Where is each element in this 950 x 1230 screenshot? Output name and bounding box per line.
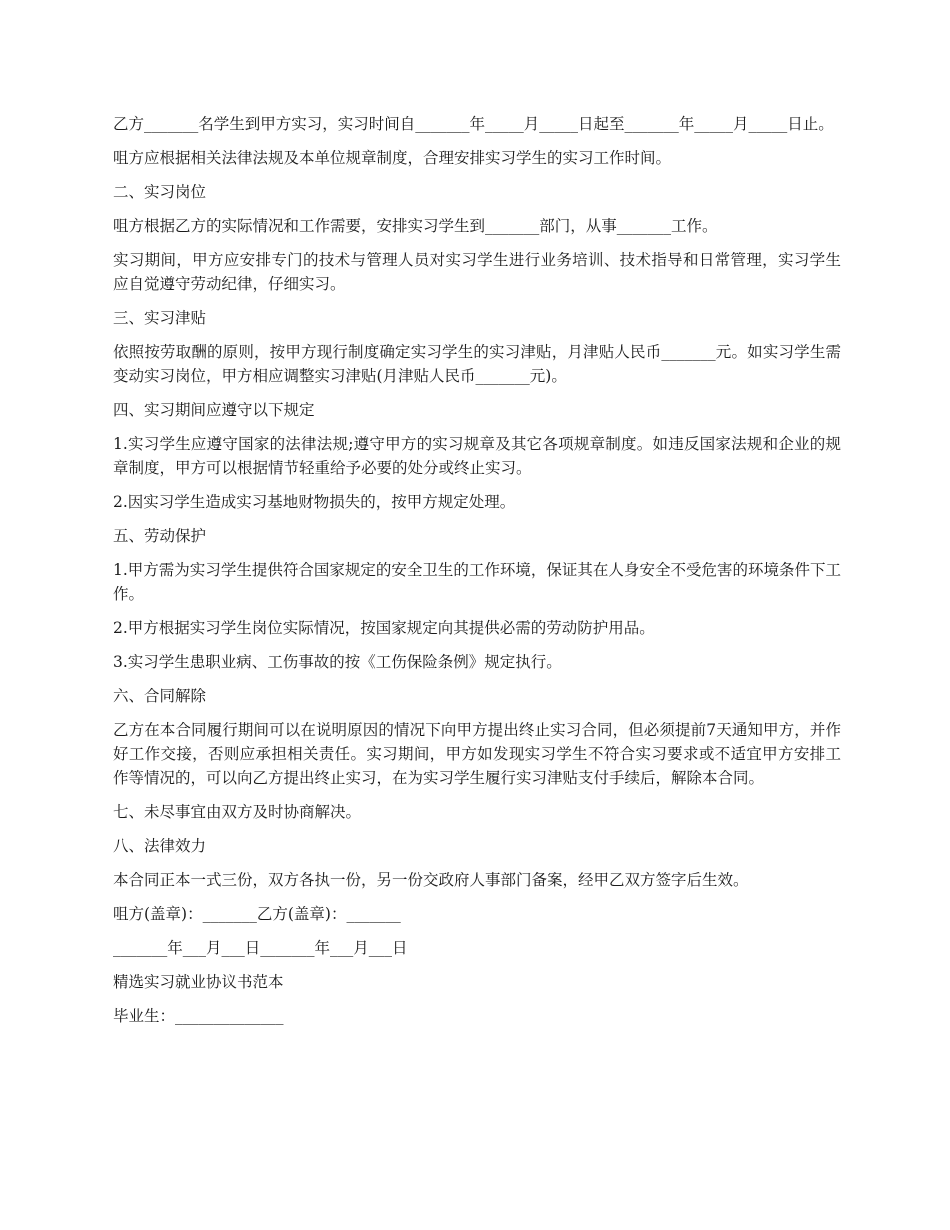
- signature-line: 咀方(盖章)：_______乙方(盖章)：_______: [113, 905, 401, 923]
- section-heading-negotiation: 七、未尽事宜由双方及时协商解决。: [113, 803, 362, 821]
- paragraph-position-assignment: 咀方根据乙方的实际情况和工作需要，安排实习学生到_______部门，从事_______工作。: [113, 217, 718, 235]
- paragraph-work-time: 咀方应根据相关法律法规及本单位规章制度，合理安排实习学生的实习工作时间。: [113, 149, 672, 167]
- graduate-field: 毕业生：______________: [113, 1007, 284, 1025]
- paragraph-internship-period: 乙方_______名学生到甲方实习，实习时间自_______年_____月_____日起至_______年_____月_____日止。: [113, 115, 834, 133]
- paragraph-termination: 乙方在本合同履行期间可以在说明原因的情况下向甲方提出终止实习合同，但必须提前7天通知甲方，并作好工作交接，否则应承担相关责任。实习期间，甲方如发现实习学生不符合实习要求或不适宜甲方安排工作等情况的，可以向乙方提出终止实习，在为实习学生履行实习津贴支付手续后，解除本合同。: [113, 721, 841, 787]
- second-document-title: 精选实习就业协议书范本: [113, 973, 284, 991]
- paragraph-protection-1: 1.甲方需为实习学生提供符合国家规定的安全卫生的工作环境，保证其在人身安全不受危害的环境条件下工作。: [113, 561, 841, 603]
- section-heading-termination: 六、合同解除: [113, 687, 207, 705]
- section-heading-legal-effect: 八、法律效力: [113, 837, 207, 855]
- section-heading-allowance: 三、实习津贴: [113, 309, 207, 327]
- section-heading-position: 二、实习岗位: [113, 183, 207, 201]
- paragraph-rule-2: 2.因实习学生造成实习基地财物损失的，按甲方规定处理。: [113, 493, 516, 511]
- paragraph-allowance: 依照按劳取酬的原则，按甲方现行制度确定实习学生的实习津贴，月津贴人民币_______元。如实习学生需变动实习岗位，甲方相应调整实习津贴(月津贴人民币_______元)。: [113, 343, 841, 385]
- date-line: _______年___月___日_______年___月___日: [113, 939, 408, 957]
- paragraph-rule-1: 1.实习学生应遵守国家的法律法规;遵守甲方的实习规章及其它各项规章制度。如违反国家法规和企业的规章制度，甲方可以根据情节轻重给予必要的处分或终止实习。: [113, 435, 841, 477]
- section-heading-labor-protection: 五、劳动保护: [113, 527, 207, 545]
- section-heading-rules: 四、实习期间应遵守以下规定: [113, 401, 315, 419]
- paragraph-legal-effect: 本合同正本一式三份，双方各执一份，另一份交政府人事部门备案，经甲乙双方签字后生效。: [113, 871, 749, 889]
- paragraph-protection-2: 2.甲方根据实习学生岗位实际情况，按国家规定向其提供必需的劳动防护用品。: [113, 619, 655, 637]
- paragraph-training: 实习期间，甲方应安排专门的技术与管理人员对实习学生进行业务培训、技术指导和日常管理，实习学生应自觉遵守劳动纪律，仔细实习。: [113, 251, 841, 293]
- document-page: [113, 112, 841, 1038]
- paragraph-protection-3: 3.实习学生患职业病、工伤事故的按《工伤保险条例》规定执行。: [113, 653, 562, 671]
